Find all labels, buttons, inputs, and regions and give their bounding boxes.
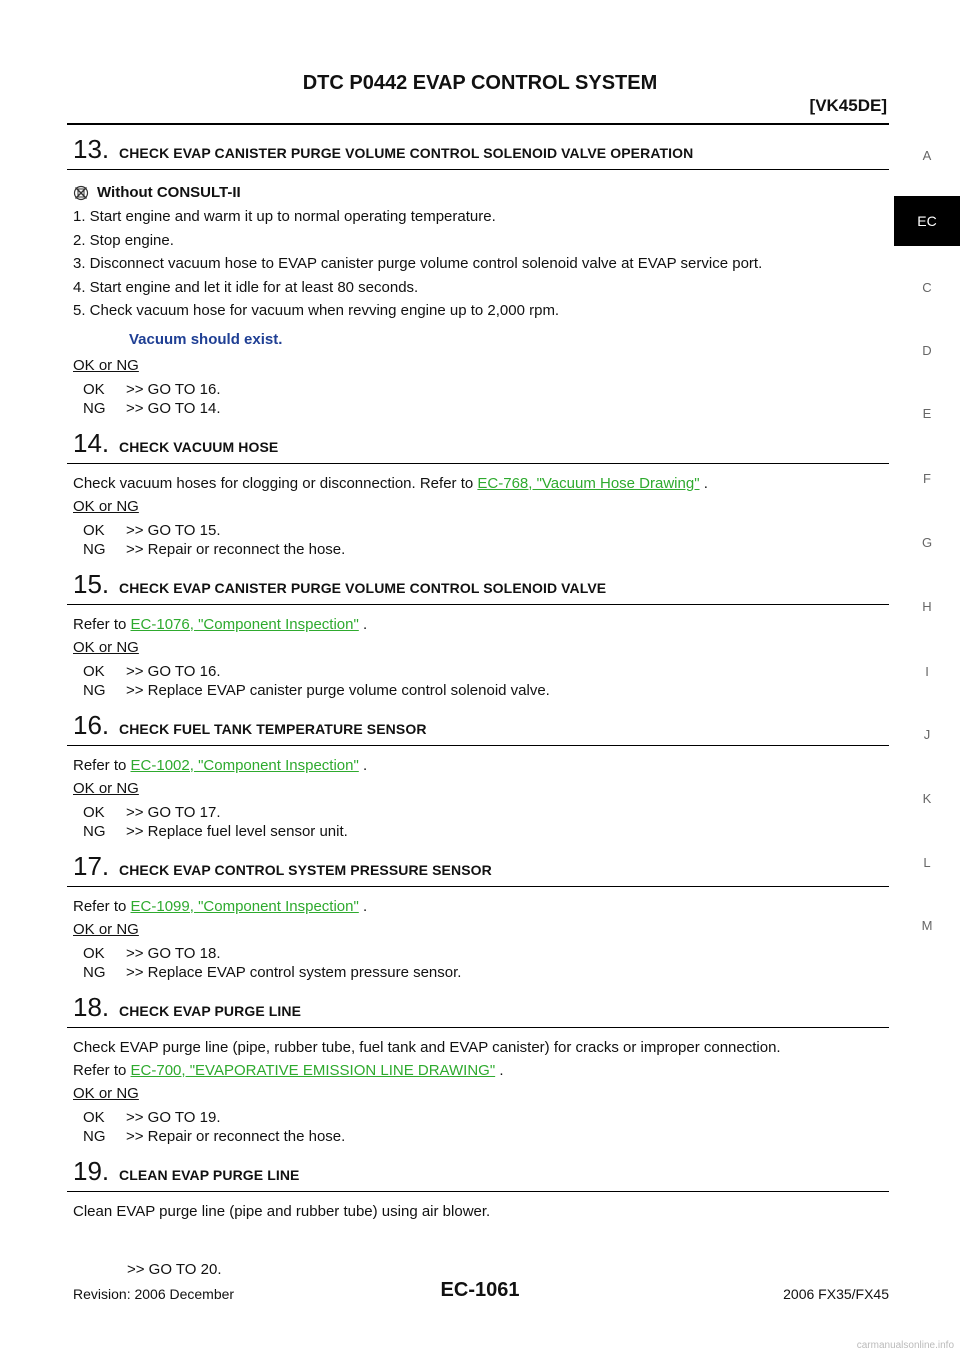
step-16 [73, 710, 889, 841]
instruction-text [73, 756, 889, 775]
result-ng [83, 540, 889, 559]
step-title: CHECK EVAP CANISTER PURGE VOLUME CONTROL SOLENOID VALVE OPERATION [119, 145, 694, 161]
consult-label: Without CONSULT-II [97, 184, 241, 201]
step-divider [67, 169, 889, 170]
result-ng [83, 822, 889, 841]
header-divider [67, 123, 889, 125]
instruction-lead: Refer to [73, 615, 127, 633]
step-13 [73, 134, 889, 418]
ng-key: NG [83, 822, 106, 840]
instruction-text [73, 615, 889, 634]
side-tab-f[interactable]: F [923, 471, 931, 486]
list-item: 2. Stop engine. [73, 231, 174, 249]
result-ng [83, 963, 889, 982]
ok-or-ng-label: OK or NG [73, 638, 139, 656]
step-18 [73, 992, 889, 1146]
ref-link[interactable]: EC-1076, "Component Inspection" [130, 615, 359, 633]
ok-action: >> GO TO 17. [126, 803, 221, 821]
page-title: DTC P0442 EVAP CONTROL SYSTEM [302, 72, 658, 94]
watermark: carmanualsonline.info [856, 1340, 954, 1351]
ng-key: NG [83, 963, 106, 981]
instruction-lead: Refer to [73, 756, 127, 774]
step-title: CHECK VACUUM HOSE [119, 438, 279, 455]
side-tab-ec-active[interactable]: EC [894, 196, 960, 246]
side-tab-m[interactable]: M [921, 918, 933, 933]
step-title: CHECK EVAP CANISTER PURGE VOLUME CONTROL SOLENOID VALVE [119, 579, 607, 596]
step-number: 16. [73, 709, 110, 740]
instruction-lead: Refer to [73, 1061, 127, 1079]
step-number: 13. [73, 134, 110, 164]
side-tab-d[interactable]: D [922, 343, 932, 358]
ng-action: >> Replace EVAP canister purge volume control solenoid valve. [126, 681, 550, 699]
ok-key: OK [83, 944, 105, 962]
step-divider [67, 463, 889, 464]
step-14 [73, 428, 889, 559]
step-divider [67, 1027, 889, 1028]
list-item: 3. Disconnect vacuum hose to EVAP canister purge volume control solenoid valve at EVAP service port. [73, 255, 763, 272]
instruction-lead: Check vacuum hoses for clogging or disconnection. Refer to [73, 474, 474, 492]
instruction-tail: . [358, 756, 368, 774]
step-number: 15. [73, 568, 110, 599]
side-tab-i[interactable]: I [925, 664, 929, 679]
ok-key: OK [83, 803, 105, 821]
result-ng [83, 681, 889, 700]
revision-label: Revision: 2006 December [73, 1286, 235, 1302]
ng-action: >> Replace EVAP control system pressure sensor. [126, 963, 462, 981]
ng-key: NG [83, 1127, 106, 1145]
ok-or-ng-label: OK or NG [73, 497, 139, 515]
side-tab-k[interactable]: K [922, 791, 932, 806]
side-tab-j[interactable]: J [923, 727, 931, 742]
step-title: CLEAN EVAP PURGE LINE [119, 1166, 300, 1183]
ok-action: >> GO TO 19. [126, 1108, 221, 1126]
ng-key: NG [83, 681, 106, 699]
ng-key: NG [83, 540, 106, 558]
instruction-tail: . [358, 897, 368, 915]
engine-code: [VK45DE] [809, 96, 887, 115]
procedure-list [73, 205, 889, 323]
side-tab-c[interactable]: C [922, 280, 932, 295]
step-number: 19. [73, 1155, 110, 1186]
instruction-tail: . [358, 615, 368, 633]
result-ok [83, 803, 889, 822]
goto-action: >> GO TO 20. [127, 1260, 222, 1278]
result-ok [83, 944, 889, 963]
list-item: 1. Start engine and warm it up to normal operating temperature. [73, 208, 496, 225]
list-item: 5. Check vacuum hose for vacuum when revving engine up to 2,000 rpm. [73, 302, 560, 319]
ok-key: OK [83, 521, 105, 539]
list-item: 4. Start engine and let it idle for at least 80 seconds. [73, 278, 419, 296]
ok-action: >> GO TO 18. [126, 944, 221, 962]
side-tab-h[interactable]: H [922, 599, 932, 614]
step-number: 17. [73, 850, 110, 881]
ref-link[interactable]: EC-700, "EVAPORATIVE EMISSION LINE DRAWING" [130, 1061, 496, 1079]
step-number: 14. [73, 427, 110, 458]
instruction-lead: Refer to [73, 897, 127, 915]
instruction-tail: . [495, 1061, 504, 1079]
step-divider [67, 745, 889, 746]
ng-action: >> Replace fuel level sensor unit. [126, 822, 348, 840]
step-17 [73, 851, 889, 982]
side-tab-e[interactable]: E [922, 406, 932, 421]
ok-action: >> GO TO 16. [126, 380, 221, 398]
instruction-text: Check EVAP purge line (pipe, rubber tube, fuel tank and EVAP canister) for cracks or improper connection. [73, 1038, 781, 1056]
ok-or-ng-label: OK or NG [73, 779, 139, 797]
ng-action: >> GO TO 14. [126, 399, 221, 417]
instruction-text-ref [73, 1061, 889, 1080]
step-15 [73, 569, 889, 700]
instruction-text: Clean EVAP purge line (pipe and rubber tube) using air blower. [73, 1202, 491, 1220]
result-ng [83, 399, 889, 418]
step-19 [73, 1156, 889, 1278]
ref-link[interactable]: EC-768, "Vacuum Hose Drawing" [477, 474, 700, 492]
result-ng [83, 1127, 889, 1146]
instruction-text [73, 474, 889, 493]
ok-key: OK [83, 662, 105, 680]
instruction-tail: . [699, 474, 708, 492]
ok-action: >> GO TO 16. [126, 662, 221, 680]
step-title: CHECK EVAP CONTROL SYSTEM PRESSURE SENSOR [119, 861, 492, 878]
ok-key: OK [83, 1108, 105, 1126]
instruction-text [73, 897, 889, 916]
side-tab-a[interactable]: A [922, 148, 932, 163]
ref-link[interactable]: EC-1099, "Component Inspection" [130, 897, 359, 915]
ng-action: >> Repair or reconnect the hose. [126, 1127, 346, 1145]
ng-key: NG [83, 399, 106, 417]
result-ok [83, 380, 889, 399]
model-label: 2006 FX35/FX45 [783, 1286, 889, 1302]
side-tab-l[interactable]: L [923, 855, 931, 870]
ok-or-ng-label: OK or NG [73, 1084, 139, 1102]
step-number: 18. [73, 991, 110, 1022]
step-divider [67, 604, 889, 605]
no-consult-icon [73, 185, 89, 201]
step-title: CHECK FUEL TANK TEMPERATURE SENSOR [119, 720, 427, 737]
result-ok [83, 1108, 889, 1127]
consult-note [73, 184, 889, 201]
main-content [73, 128, 889, 1278]
page-number: EC-1061 [440, 1279, 520, 1301]
spec-note: Vacuum should exist. [129, 330, 283, 348]
ok-or-ng-label: OK or NG [73, 920, 139, 938]
step-title: CHECK EVAP PURGE LINE [119, 1002, 302, 1019]
ref-link[interactable]: EC-1002, "Component Inspection" [130, 756, 359, 774]
result-ok [83, 662, 889, 681]
side-tab-g[interactable]: G [921, 535, 933, 550]
result-ok [83, 521, 889, 540]
ok-or-ng-label: OK or NG [73, 356, 139, 374]
step-divider [67, 1191, 889, 1192]
step-divider [67, 886, 889, 887]
ok-key: OK [83, 380, 105, 398]
ok-action: >> GO TO 15. [126, 521, 221, 539]
ng-action: >> Repair or reconnect the hose. [126, 540, 346, 558]
